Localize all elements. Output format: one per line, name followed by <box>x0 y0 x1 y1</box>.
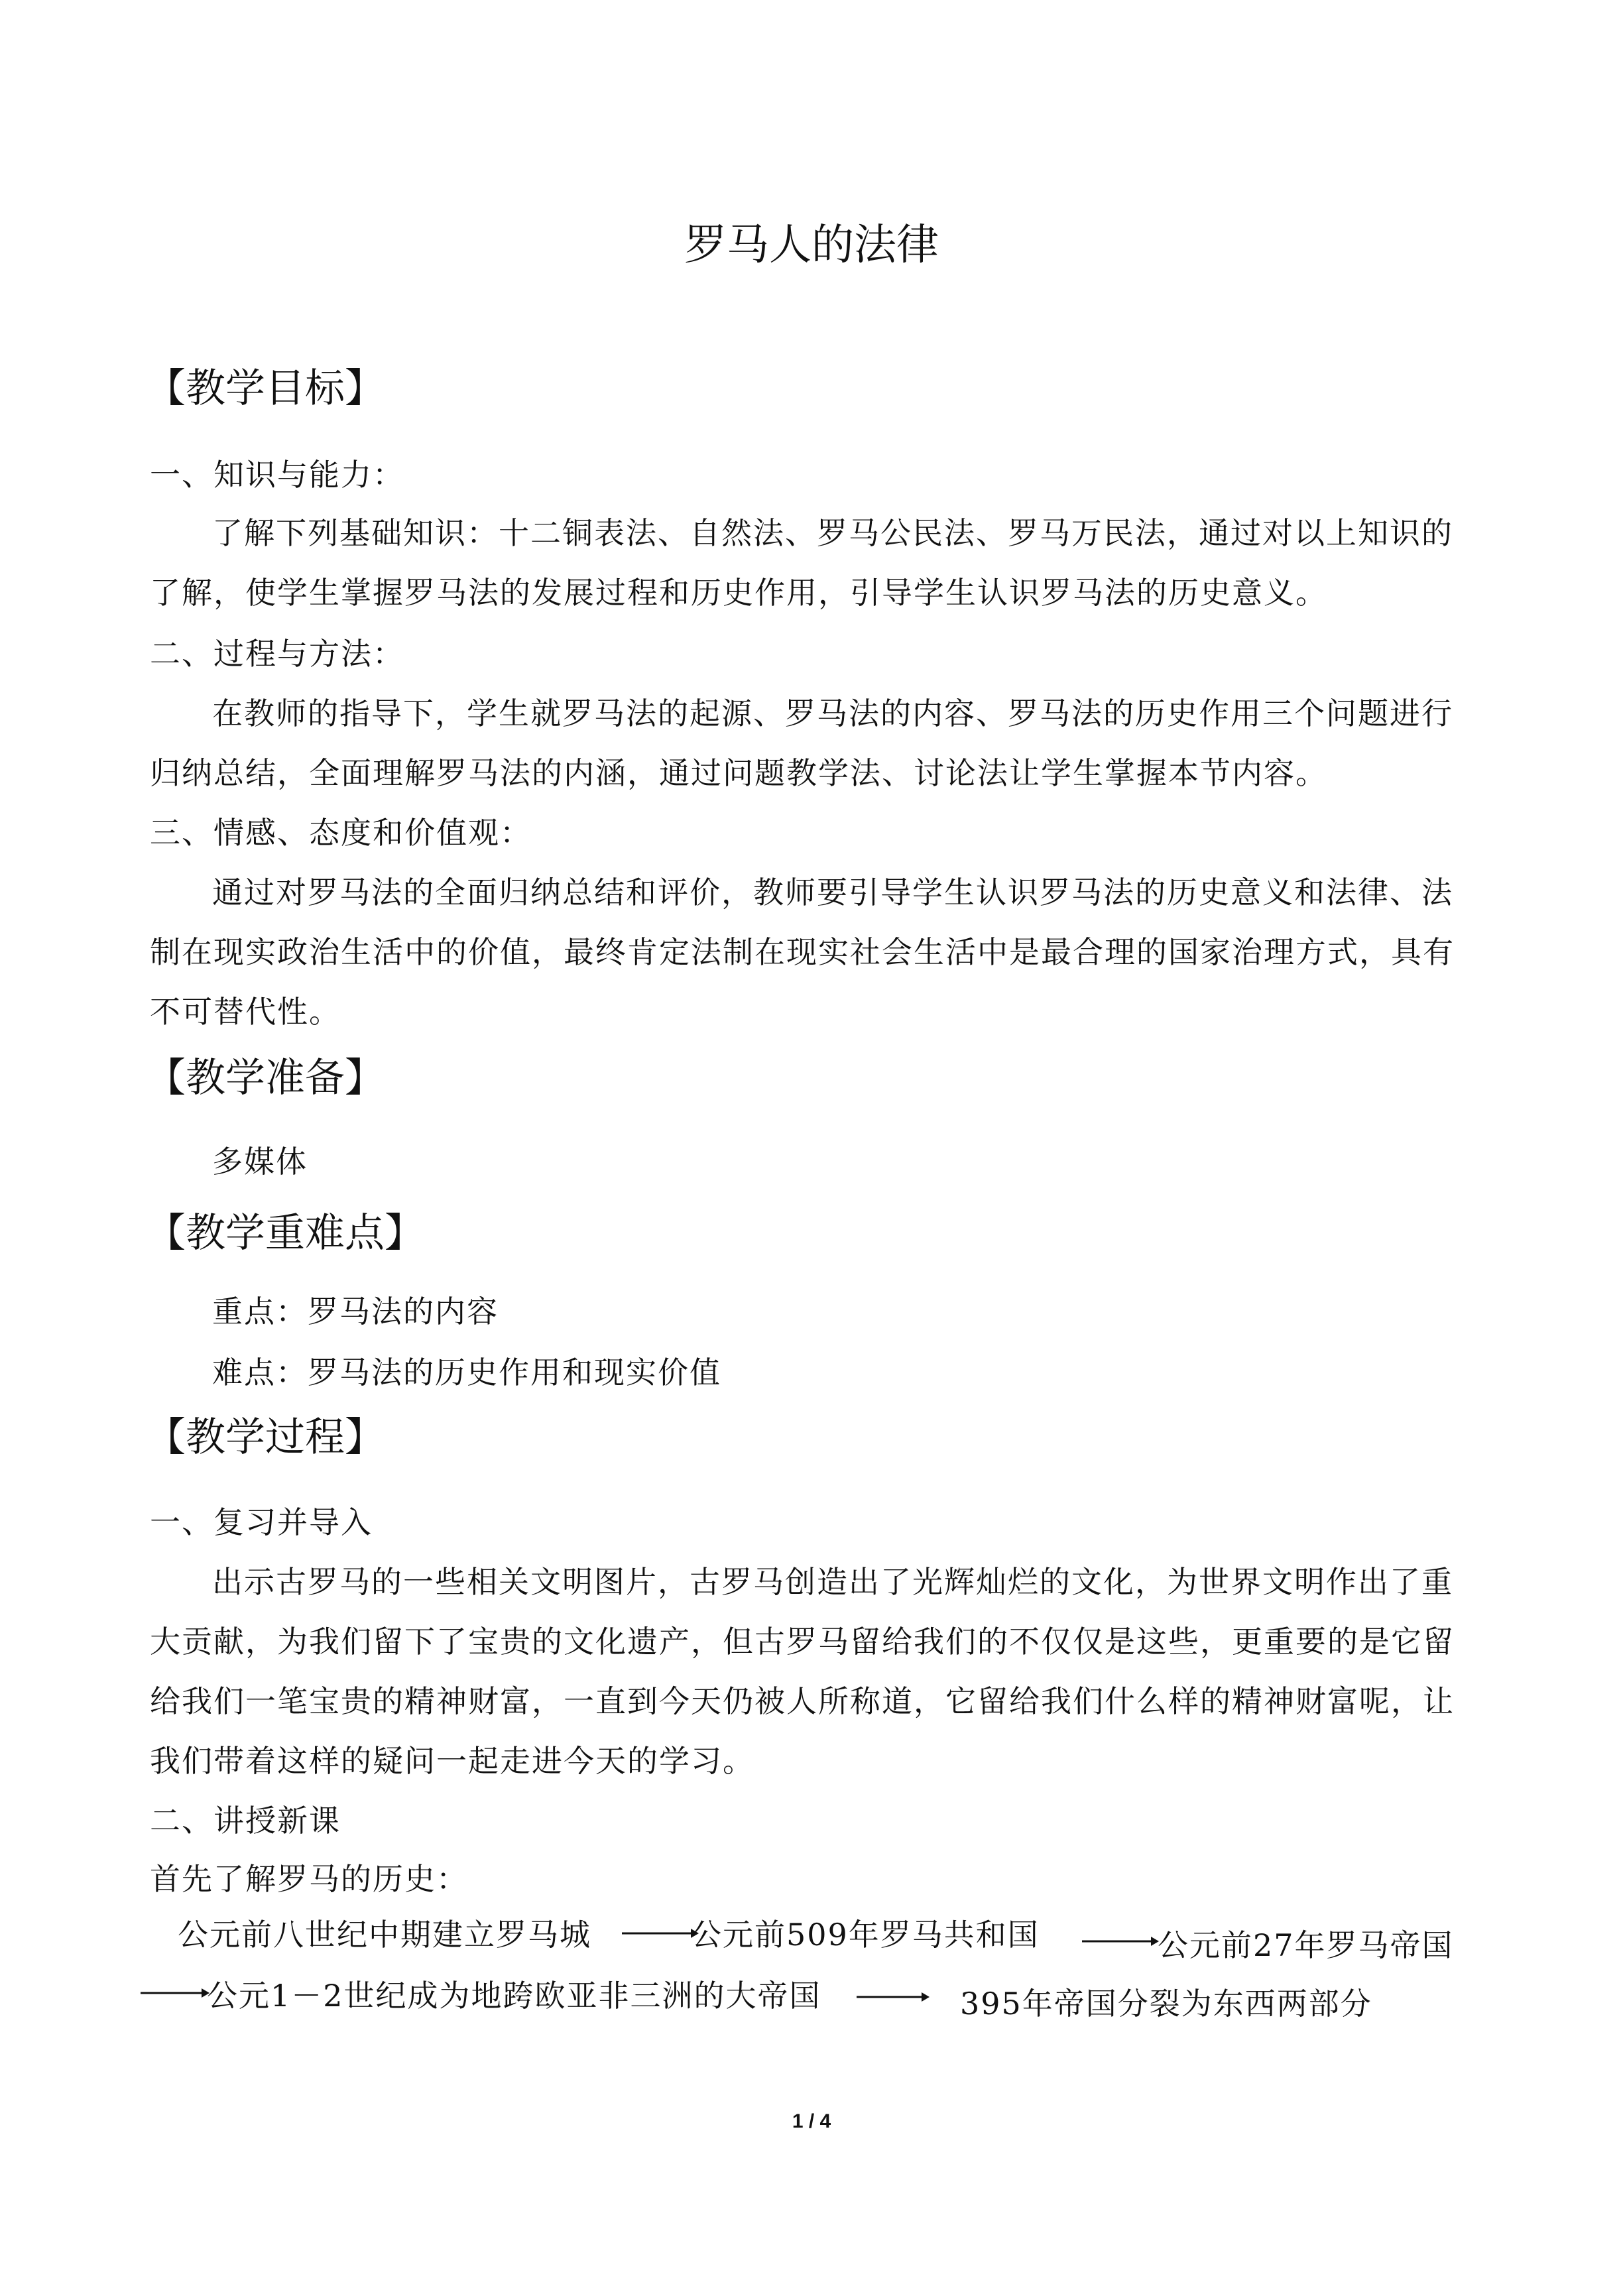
process-s2-title: 二、讲授新课 <box>150 1803 341 1839</box>
objectives-s3-title: 三、情感、态度和价值观： <box>150 815 532 851</box>
key-point: 重点：罗马法的内容 <box>212 1294 499 1329</box>
process-s1-line4: 我们带着这样的疑问一起走进今天的学习。 <box>150 1743 754 1779</box>
page-number: 1 / 4 <box>792 2110 831 2132</box>
heading-process: 【教学过程】 <box>146 1414 385 1461</box>
process-s1-line3: 给我们一笔宝贵的精神财富，一直到今天仍被人所称道，它留给我们什么样的精神财富呢，让 <box>150 1683 1455 1719</box>
timeline-item-3: 公元前27年罗马帝国 <box>1158 1927 1454 1963</box>
objectives-s2-line2: 归纳总结，全面理解罗马法的内涵，通过问题教学法、讨论法让学生掌握本节内容。 <box>150 755 1327 791</box>
timeline-arrow-3 <box>141 1986 210 2000</box>
difficult-point: 难点：罗马法的历史作用和现实价值 <box>212 1355 721 1390</box>
process-s1-title: 一、复习并导入 <box>150 1504 373 1540</box>
timeline-item-4: 公元1－2世纪成为地跨欧亚非三洲的大帝国 <box>207 1978 821 2014</box>
objectives-s3-line2: 制在现实政治生活中的价值，最终肯定法制在现实社会生活中是最合理的国家治理方式，具有 <box>150 934 1455 970</box>
objectives-s3-line3: 不可替代性。 <box>150 994 341 1030</box>
timeline-arrow-1 <box>622 1927 699 1940</box>
objectives-s2-line1: 在教师的指导下，学生就罗马法的起源、罗马法的内容、罗马法的历史作用三个问题进行 <box>212 695 1453 731</box>
timeline-arrow-2 <box>1082 1935 1159 1948</box>
page-title: 罗马人的法律 <box>684 221 939 270</box>
objectives-s1-title: 一、知识与能力： <box>150 457 404 493</box>
objectives-s1-line1: 了解下列基础知识：十二铜表法、自然法、罗马公民法、罗马万民法，通过对以上知识的 <box>212 515 1453 551</box>
process-s1-line1: 出示古罗马的一些相关文明图片，古罗马创造出了光辉灿烂的文化，为世界文明作出了重 <box>212 1564 1453 1600</box>
objectives-s1-line2: 了解，使学生掌握罗马法的发展过程和历史作用，引导学生认识罗马法的历史意义。 <box>150 575 1327 611</box>
preparation-text: 多媒体 <box>212 1144 308 1179</box>
timeline-item-5: 395年帝国分裂为东西两部分 <box>960 1986 1372 2022</box>
heading-key-points: 【教学重难点】 <box>146 1210 424 1256</box>
history-intro: 首先了解罗马的历史： <box>150 1861 468 1897</box>
process-s1-line2: 大贡献，为我们留下了宝贵的文化遗产，但古罗马留给我们的不仅仅是这些，更重要的是它留 <box>150 1624 1455 1660</box>
heading-preparation: 【教学准备】 <box>146 1055 385 1101</box>
heading-objectives: 【教学目标】 <box>146 365 385 412</box>
objectives-s3-line1: 通过对罗马法的全面归纳总结和评价，教师要引导学生认识罗马法的历史意义和法律、法 <box>212 875 1453 910</box>
objectives-s2-title: 二、过程与方法： <box>150 636 404 672</box>
timeline-arrow-4 <box>857 1990 930 2004</box>
timeline-item-2: 公元前509年罗马共和国 <box>691 1917 1040 1953</box>
timeline-item-1: 公元前八世纪中期建立罗马城 <box>178 1917 591 1953</box>
